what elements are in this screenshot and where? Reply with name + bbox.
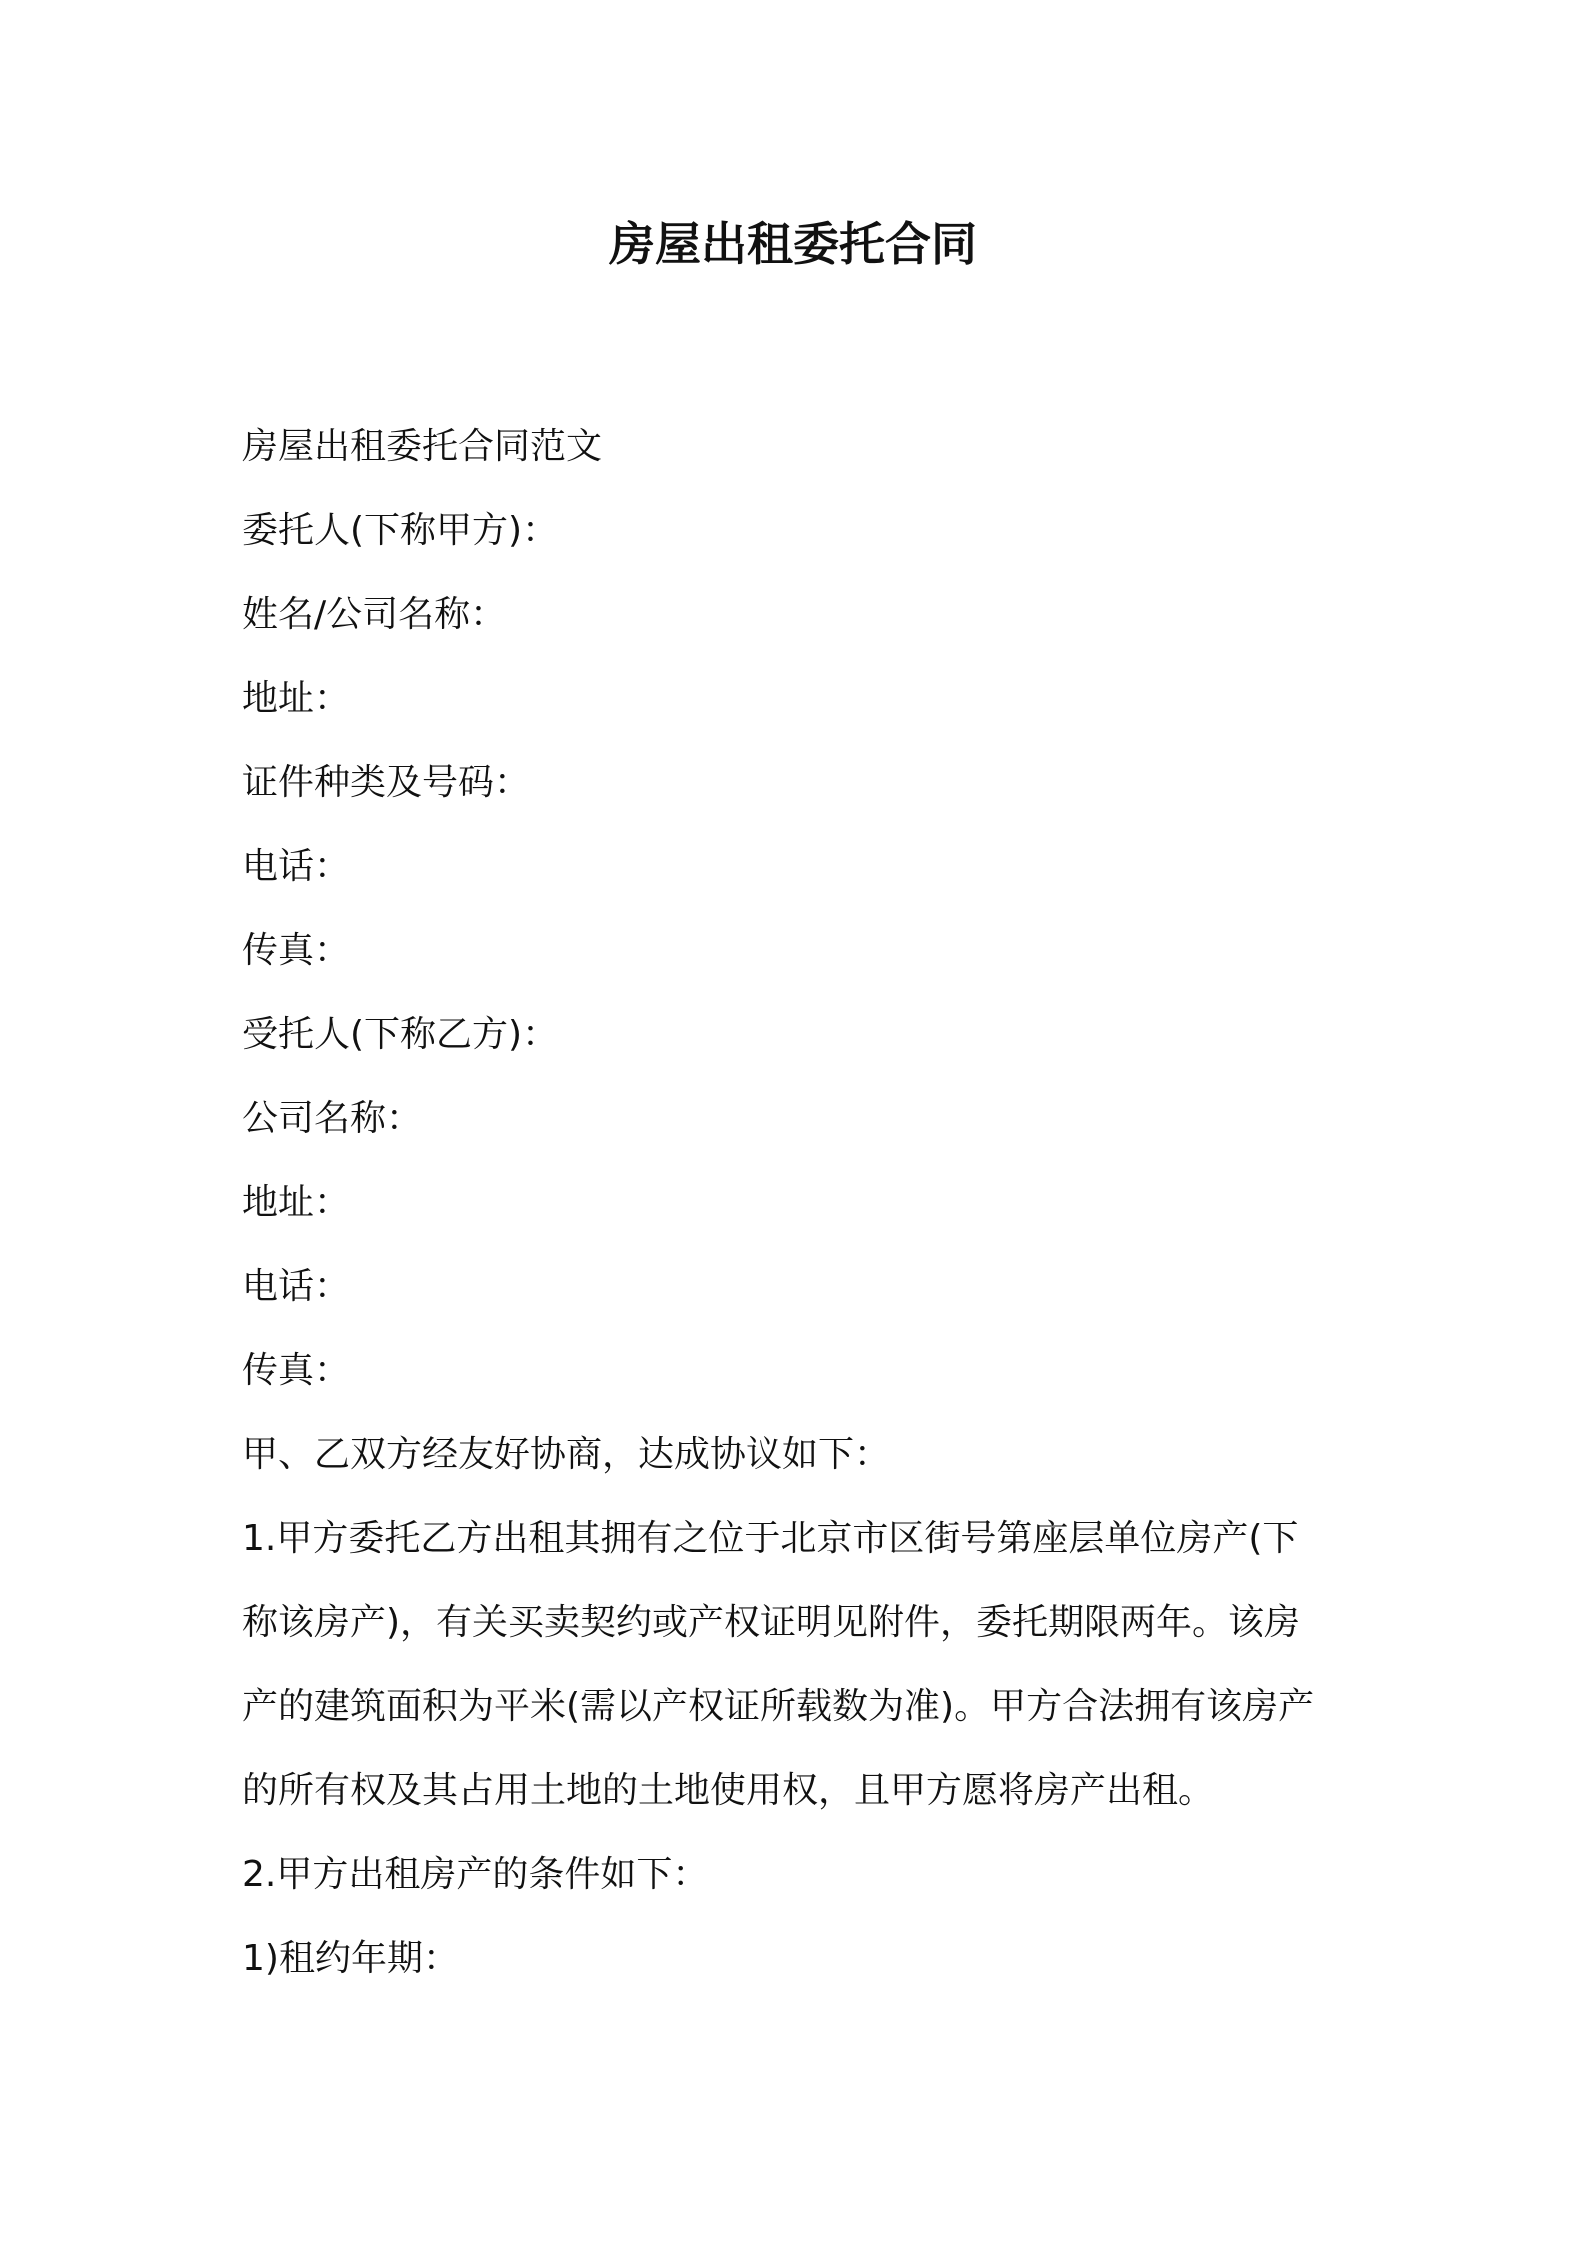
subtitle-line: 房屋出租委托合同范文 xyxy=(242,426,603,467)
clause-2-item-1: 1)租约年期： xyxy=(242,1938,459,1979)
principal-phone-field: 电话： xyxy=(242,846,351,887)
clause-1-line: 产的建筑面积为平米(需以产权证所载数为准)。甲方合法拥有该房产 xyxy=(242,1686,1315,1727)
agreement-intro: 甲、乙双方经友好协商，达成协议如下： xyxy=(242,1434,891,1475)
document-title: 房屋出租委托合同 xyxy=(609,217,977,271)
principal-address-field: 地址： xyxy=(242,678,351,719)
principal-fax-field: 传真： xyxy=(242,930,351,971)
clause-1-line: 称该房产)，有关买卖契约或产权证明见附件，委托期限两年。该房 xyxy=(242,1602,1301,1643)
clause-1 xyxy=(242,1497,1360,1833)
principal-name-field: 姓名/公司名称： xyxy=(242,594,507,635)
clause-2: 2.甲方出租房产的条件如下： xyxy=(242,1854,709,1895)
agent-heading: 受托人(下称乙方)： xyxy=(242,1014,559,1055)
agent-company-field: 公司名称： xyxy=(242,1098,423,1139)
agent-fax-field: 传真： xyxy=(242,1350,351,1391)
clause-1-line: 的所有权及其占用土地的土地使用权，且甲方愿将房产出租。 xyxy=(242,1770,1215,1811)
agent-address-field: 地址： xyxy=(242,1182,351,1223)
principal-id-field: 证件种类及号码： xyxy=(242,762,531,803)
document-body xyxy=(242,405,1360,2001)
clause-1-line: 1.甲方委托乙方出租其拥有之位于北京市区街号第座层单位房产(下 xyxy=(242,1518,1299,1559)
agent-phone-field: 电话： xyxy=(242,1266,351,1307)
principal-heading: 委托人(下称甲方)： xyxy=(242,510,559,551)
